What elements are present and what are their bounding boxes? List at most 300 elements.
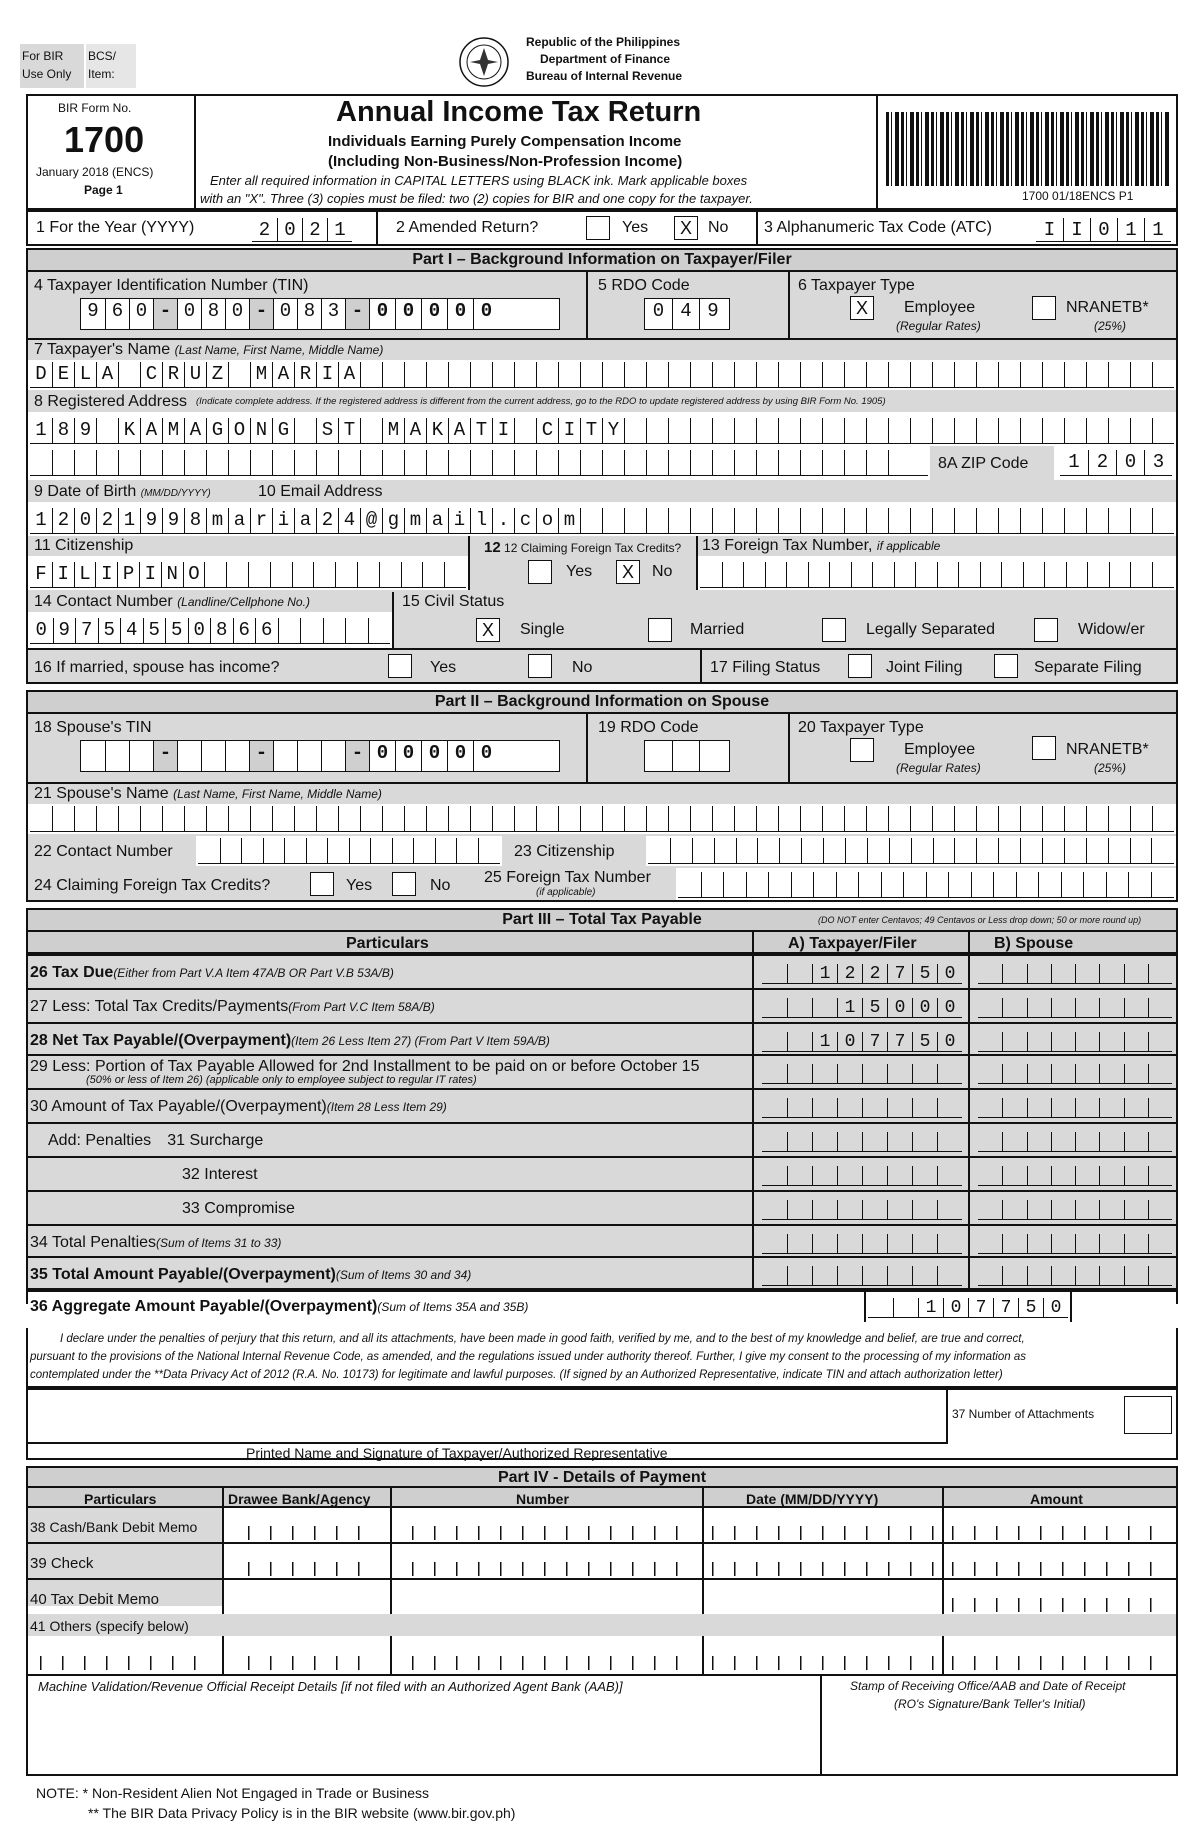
p3-row-32-spouse[interactable] <box>978 1166 1172 1186</box>
tin-digit: 0 <box>225 299 249 329</box>
amount-digit <box>1027 964 1051 983</box>
p3-row-27-spouse[interactable] <box>978 998 1172 1018</box>
char-cell <box>670 838 692 863</box>
char-cell <box>226 562 248 587</box>
char-cell <box>932 362 954 387</box>
char-cell <box>844 418 866 443</box>
char-cell <box>444 562 466 587</box>
amount-digit <box>762 1200 787 1219</box>
amount-digit <box>1002 998 1026 1017</box>
bcs-label-1: BCS/ <box>88 49 117 63</box>
char-cell: 1 <box>35 419 47 441</box>
char-cell: i <box>272 508 294 533</box>
char-cell <box>926 872 949 897</box>
char-cell <box>580 362 602 387</box>
amount-digit <box>837 1200 862 1219</box>
amount-digit <box>787 1098 812 1117</box>
spouse-income-no-checkbox[interactable] <box>528 654 552 678</box>
char-cell <box>514 450 536 475</box>
char-cell <box>954 806 976 831</box>
p3-row-32-label: 32 Interest <box>182 1166 258 1183</box>
char-cell <box>392 838 414 863</box>
agency-line-1: Republic of the Philippines <box>526 35 681 49</box>
char-cell <box>96 450 118 475</box>
amount-digit <box>1027 1234 1051 1253</box>
char-cell: 6 <box>255 618 278 643</box>
char-cell <box>889 838 911 863</box>
spouse-income-yes-checkbox[interactable] <box>388 654 412 678</box>
amount-digit <box>1099 1132 1123 1151</box>
amount-digit <box>978 1064 1002 1083</box>
char-cell <box>1086 508 1108 533</box>
p4-amount-ticks-38[interactable] <box>952 1526 1172 1540</box>
amount-digit <box>1051 998 1075 1017</box>
char-cell <box>736 838 758 863</box>
form-subtitle-1: Individuals Earning Purely Compensation Income <box>328 133 682 150</box>
citizenship-field[interactable] <box>30 562 466 588</box>
p3-row-33-spouse[interactable] <box>978 1200 1172 1220</box>
name-field[interactable] <box>30 362 1174 388</box>
signature-label: Printed Name and Signature of Taxpayer/Authorized Representative <box>246 1445 668 1461</box>
char-cell: 1 <box>35 509 47 531</box>
amount-digit <box>762 1132 787 1151</box>
char-cell <box>932 418 954 443</box>
rdo-field[interactable] <box>644 298 730 330</box>
char-cell: K <box>118 418 140 443</box>
char-cell <box>426 806 448 831</box>
year-field[interactable] <box>252 218 352 242</box>
amount-digit <box>762 964 787 983</box>
char-cell <box>284 838 306 863</box>
atc-field[interactable] <box>1036 218 1171 242</box>
spouse-name-field[interactable] <box>30 806 1174 832</box>
p3-row-31-spouse[interactable] <box>978 1132 1172 1152</box>
p4-row-40: 40 Tax Debit Memo <box>30 1591 159 1608</box>
char-cell <box>294 418 316 443</box>
char-cell <box>829 562 851 587</box>
char-cell: U <box>184 362 206 387</box>
char-cell: m <box>558 508 580 533</box>
char-cell <box>1128 872 1151 897</box>
spouse-nranetb-checkbox[interactable] <box>1032 736 1056 760</box>
char-cell <box>118 450 140 475</box>
char-cell <box>536 806 558 831</box>
p3-row-34-taxpayer[interactable] <box>762 1234 962 1254</box>
p3-row-28-spouse[interactable] <box>978 1032 1172 1052</box>
attachments-label: 37 Number of Attachments <box>952 1407 1095 1421</box>
char-cell <box>1023 562 1045 587</box>
amount-digit <box>1002 1266 1026 1285</box>
amended-yes-checkbox[interactable] <box>586 216 610 240</box>
char-cell <box>756 450 778 475</box>
char-cell <box>426 362 448 387</box>
amount-digit <box>887 1200 912 1219</box>
char-cell <box>204 562 226 587</box>
char-cell <box>712 450 734 475</box>
foreign-credit-yes-checkbox[interactable] <box>528 560 552 584</box>
p3-row-33-taxpayer[interactable] <box>762 1200 962 1220</box>
p3-row-31-taxpayer[interactable] <box>762 1132 962 1152</box>
char-cell <box>313 562 335 587</box>
col-spouse: B) Spouse <box>994 935 1074 952</box>
p3-row-28-taxpayer[interactable] <box>762 1032 962 1052</box>
p4-others-ticks[interactable] <box>40 1656 210 1670</box>
char-cell <box>456 838 478 863</box>
char-cell <box>712 508 734 533</box>
form-number: 1700 <box>64 119 145 160</box>
char-cell <box>360 450 382 475</box>
page-number: Page 1 <box>84 183 123 197</box>
p3-row-35-label: 35 Total Amount Payable/(Overpayment)(Sum of Items 30 and 34) <box>30 1266 472 1283</box>
char-cell <box>300 618 323 643</box>
char-cell <box>692 838 714 863</box>
char-cell <box>1086 838 1108 863</box>
spouse-rdo-field[interactable] <box>644 740 730 772</box>
char-cell <box>757 838 779 863</box>
amount-digit: 5 <box>912 1032 937 1051</box>
char-cell <box>624 418 646 443</box>
char-cell <box>435 838 457 863</box>
foreign-credit-no-checkbox[interactable]: X <box>616 560 640 584</box>
amount-digit <box>787 1032 812 1051</box>
char-cell <box>971 872 994 897</box>
char-cell <box>844 450 866 475</box>
char-cell: 0 <box>277 218 302 241</box>
char-cell <box>756 418 778 443</box>
char-cell: 4 <box>672 299 699 329</box>
char-cell <box>1042 362 1064 387</box>
p3-row-29-taxpayer[interactable] <box>762 1064 962 1084</box>
char-cell <box>948 872 971 897</box>
p3-row-29-label: 29 Less: Portion of Tax Payable Allowed for 2nd Installment to be paid on or before October 15 <box>30 1058 700 1075</box>
char-cell <box>241 838 263 863</box>
amount-digit <box>1027 1098 1051 1117</box>
amount-digit <box>762 998 787 1017</box>
char-cell: 2 <box>96 508 118 533</box>
tin-dash: - <box>249 299 273 329</box>
char-cell <box>712 806 734 831</box>
amount-digit <box>1099 1200 1123 1219</box>
amount-digit <box>1027 1132 1051 1151</box>
char-cell <box>1066 562 1088 587</box>
char-cell <box>712 362 734 387</box>
char-cell <box>746 872 769 897</box>
p3-row-35-spouse[interactable] <box>978 1266 1172 1286</box>
char-cell <box>1130 508 1152 533</box>
char-cell <box>1020 362 1042 387</box>
tin-digit: 9 <box>87 300 99 322</box>
char-cell <box>220 838 242 863</box>
p3-row-35-taxpayer[interactable] <box>762 1266 962 1286</box>
p4-amount-ticks-41[interactable] <box>952 1656 1172 1670</box>
amount-digit <box>1124 1266 1148 1285</box>
char-cell <box>602 508 624 533</box>
amount-digit <box>812 1166 837 1185</box>
spouse-employee-checkbox[interactable] <box>850 738 874 762</box>
tin-dash: - <box>345 741 369 771</box>
amount-digit <box>1027 1166 1051 1185</box>
char-cell <box>690 418 712 443</box>
amount-digit <box>1027 1064 1051 1083</box>
amount-digit <box>1051 1032 1075 1051</box>
amount-digit: 1 <box>918 1298 943 1317</box>
char-cell <box>1061 872 1084 897</box>
amount-digit <box>1124 998 1148 1017</box>
char-cell: L <box>74 562 96 587</box>
amount-digit <box>1075 964 1099 983</box>
char-cell: 5 <box>143 618 166 643</box>
declaration-line-2: pursuant to the provisions of the National Internal Revenue Code, as amended, and the regulations issued under authority thereof. Further, I give my consent to the processing of my information as <box>30 1351 1026 1363</box>
p3-row-30-taxpayer[interactable] <box>762 1098 962 1118</box>
amount-digit <box>1099 1266 1123 1285</box>
spouse-foreign-yes-checkbox[interactable] <box>310 872 334 896</box>
char-cell <box>844 362 866 387</box>
foreign-credit-yes-label: Yes <box>566 563 593 580</box>
spouse-employee-label: Employee <box>904 741 976 758</box>
char-cell <box>954 508 976 533</box>
amount-digit <box>1075 1200 1099 1219</box>
part4-col-header <box>26 1488 1178 1508</box>
amount-digit <box>812 1098 837 1117</box>
char-cell <box>872 562 894 587</box>
char-cell: 0 <box>652 300 665 322</box>
char-cell <box>690 450 712 475</box>
spouse-nranetb-label: NRANETB* <box>1066 741 1149 758</box>
p4-bank-ticks-38[interactable] <box>248 1526 378 1540</box>
atc-label: 3 Alphanumeric Tax Code (ATC) <box>764 219 992 236</box>
char-cell <box>844 508 866 533</box>
declaration-line-3: contemplated under the **Data Privacy Act of 2012 (R.A. No. 10173) for legitimate and lawful purposes. (If signed by an Authorized Representative, indicate TIN and attach authorization letter) <box>30 1369 1003 1381</box>
char-cell <box>624 508 646 533</box>
char-cell <box>1152 508 1174 533</box>
char-cell <box>993 872 1016 897</box>
char-cell: 2 <box>258 219 271 241</box>
char-cell: A <box>272 362 294 387</box>
spouse-citizenship-field[interactable] <box>648 838 1174 864</box>
tin-digit: 0 <box>395 299 421 329</box>
p3-row-27-taxpayer[interactable] <box>762 998 962 1018</box>
char-cell <box>1152 806 1174 831</box>
char-cell <box>646 362 668 387</box>
bir-use-label-1: For BIR <box>22 49 64 63</box>
p4-date-ticks-39[interactable] <box>712 1562 934 1576</box>
amount-digit <box>912 1234 937 1253</box>
tin-digit <box>105 741 129 771</box>
amount-digit <box>978 1200 1002 1219</box>
p4-number-ticks-41[interactable] <box>412 1656 692 1670</box>
part4-title: Part IV - Details of Payment <box>26 1466 1178 1488</box>
char-cell: C <box>536 418 558 443</box>
spouse-tin-field[interactable] <box>80 740 560 772</box>
tin-digit: 0 <box>421 299 447 329</box>
char-cell <box>118 806 140 831</box>
p4-number-ticks-38[interactable] <box>412 1526 692 1540</box>
married-checkbox[interactable] <box>648 618 672 642</box>
char-cell: l <box>470 508 492 533</box>
char-cell <box>756 508 778 533</box>
amount-digit: 7 <box>862 1032 887 1051</box>
widow-checkbox[interactable] <box>1034 618 1058 642</box>
char-cell <box>998 418 1020 443</box>
address-field-line2[interactable] <box>30 450 928 476</box>
char-cell <box>1042 838 1064 863</box>
char-cell: A <box>140 418 162 443</box>
p4-bank-ticks-41[interactable] <box>248 1656 378 1670</box>
amount-digit <box>937 1200 962 1219</box>
amount-digit <box>1099 1098 1123 1117</box>
char-cell: 2 <box>316 508 338 533</box>
amount-digit <box>1075 1064 1099 1083</box>
attachments-field[interactable] <box>1124 1396 1172 1434</box>
tin-digit: 0 <box>273 299 297 329</box>
p3-row-26-spouse[interactable] <box>978 964 1172 984</box>
char-cell <box>668 806 690 831</box>
char-cell <box>162 806 184 831</box>
dob-email-field[interactable] <box>30 508 1174 534</box>
char-cell <box>345 618 368 643</box>
amount-digit <box>1051 1234 1075 1253</box>
amount-digit <box>862 1064 887 1083</box>
p4-number-ticks-39[interactable] <box>412 1562 692 1576</box>
p3-row-34-spouse[interactable] <box>978 1234 1172 1254</box>
zip-field[interactable] <box>1060 450 1172 476</box>
char-cell <box>712 418 734 443</box>
nranetb-checkbox[interactable] <box>1032 296 1056 320</box>
p3-row-32-taxpayer[interactable] <box>762 1166 962 1186</box>
amount-digit <box>787 1064 812 1083</box>
char-cell <box>723 872 746 897</box>
spouse-contact-field[interactable] <box>198 838 500 864</box>
separated-checkbox[interactable] <box>822 618 846 642</box>
amount-digit <box>868 1298 893 1317</box>
char-cell <box>743 562 765 587</box>
p3-row-30-label: 30 Amount of Tax Payable/(Overpayment)(Item 28 Less Item 29) <box>30 1098 447 1115</box>
amount-digit <box>1148 1200 1172 1219</box>
char-cell <box>1086 418 1108 443</box>
char-cell <box>851 562 873 587</box>
char-cell <box>1064 362 1086 387</box>
p3-row-36-aggregate[interactable] <box>868 1298 1068 1318</box>
amount-digit <box>787 1266 812 1285</box>
p4-amount-ticks-40[interactable] <box>952 1598 1172 1612</box>
char-cell <box>1044 562 1066 587</box>
char-cell <box>1108 418 1130 443</box>
amount-digit <box>978 998 1002 1017</box>
spouse-foreign-no-label-25: 25 Foreign Tax Number <box>484 869 651 886</box>
char-cell <box>118 362 140 387</box>
single-checkbox[interactable]: X <box>476 618 500 642</box>
amended-no-checkbox[interactable]: X <box>674 216 698 240</box>
tin-label: 4 Taxpayer Identification Number (TIN) <box>34 277 309 294</box>
char-cell <box>248 562 270 587</box>
amount-digit <box>1051 1098 1075 1117</box>
amount-digit <box>1124 1032 1148 1051</box>
char-cell <box>690 806 712 831</box>
spouse-citizenship-label: 23 Citizenship <box>514 843 615 860</box>
amount-digit <box>887 1098 912 1117</box>
stamp-label-1: Stamp of Receiving Office/AAB and Date of Receipt <box>850 1679 1126 1693</box>
tin-field[interactable] <box>80 298 560 330</box>
spouse-foreign-no-field[interactable] <box>678 872 1174 898</box>
p4-date-ticks-38[interactable] <box>712 1526 934 1540</box>
p4-date-ticks-41[interactable] <box>712 1656 934 1670</box>
spouse-foreign-credit-label: 24 Claiming Foreign Tax Credits? <box>34 877 271 894</box>
char-cell: A <box>96 362 118 387</box>
char-cell <box>800 508 822 533</box>
char-cell <box>910 418 932 443</box>
p4-bank-ticks-39[interactable] <box>248 1562 378 1576</box>
char-cell <box>492 450 514 475</box>
amount-digit <box>812 998 837 1017</box>
amount-digit <box>978 1266 1002 1285</box>
employee-checkbox[interactable]: X <box>850 296 874 320</box>
char-cell <box>768 872 791 897</box>
char-cell <box>937 562 959 587</box>
char-cell: 2 <box>1088 450 1116 475</box>
char-cell <box>404 362 426 387</box>
char-cell <box>580 450 602 475</box>
address-hint: (Indicate complete address. If the registered address is different from the current address, go to the RDO to update registered address by using BIR Form No. 1905) <box>196 396 886 407</box>
p3-row-26-taxpayer[interactable] <box>762 964 962 984</box>
zip-label: 8A ZIP Code <box>938 455 1029 472</box>
char-cell <box>976 418 998 443</box>
char-cell <box>976 362 998 387</box>
char-cell <box>379 562 401 587</box>
char-cell <box>980 562 1002 587</box>
char-cell <box>558 450 580 475</box>
amount-digit <box>1002 964 1026 983</box>
p3-row-30-spouse[interactable] <box>978 1098 1172 1118</box>
p4-amount-ticks-39[interactable] <box>952 1562 1172 1576</box>
amount-digit: 7 <box>993 1298 1018 1317</box>
p3-row-29-spouse[interactable] <box>978 1064 1172 1084</box>
char-cell <box>1087 562 1109 587</box>
char-cell: 9 <box>699 299 726 329</box>
spouse-tin-label: 18 Spouse's TIN <box>34 719 152 736</box>
char-cell <box>910 362 932 387</box>
p4-row-39: 39 Check <box>30 1555 94 1572</box>
char-cell <box>646 450 668 475</box>
char-cell <box>646 418 668 443</box>
char-cell <box>250 806 272 831</box>
part3-title: Part III – Total Tax Payable <box>26 908 1178 932</box>
amount-digit <box>1099 1234 1123 1253</box>
contact-field[interactable] <box>30 618 390 644</box>
char-cell <box>30 450 52 475</box>
amount-digit <box>1148 1166 1172 1185</box>
foreign-no-field[interactable] <box>700 562 1174 588</box>
spouse-contact-label: 22 Contact Number <box>34 843 173 860</box>
char-cell: A <box>404 418 426 443</box>
char-cell <box>765 562 787 587</box>
char-cell: 1 <box>1144 218 1171 241</box>
amount-digit <box>787 1166 812 1185</box>
char-cell <box>602 806 624 831</box>
spouse-foreign-no-checkbox[interactable] <box>392 872 416 896</box>
amount-digit <box>1148 1266 1172 1285</box>
spouse-type-label: 20 Taxpayer Type <box>798 719 924 736</box>
char-cell <box>910 806 932 831</box>
amount-digit <box>978 1132 1002 1151</box>
char-cell <box>668 418 690 443</box>
separate-filing-checkbox[interactable] <box>994 654 1018 678</box>
married-label: Married <box>690 621 745 638</box>
amended-yes-label: Yes <box>622 219 649 236</box>
tin-digit: 6 <box>105 299 129 329</box>
joint-filing-checkbox[interactable] <box>848 654 872 678</box>
address-field[interactable] <box>30 418 1174 444</box>
char-cell <box>1038 872 1061 897</box>
